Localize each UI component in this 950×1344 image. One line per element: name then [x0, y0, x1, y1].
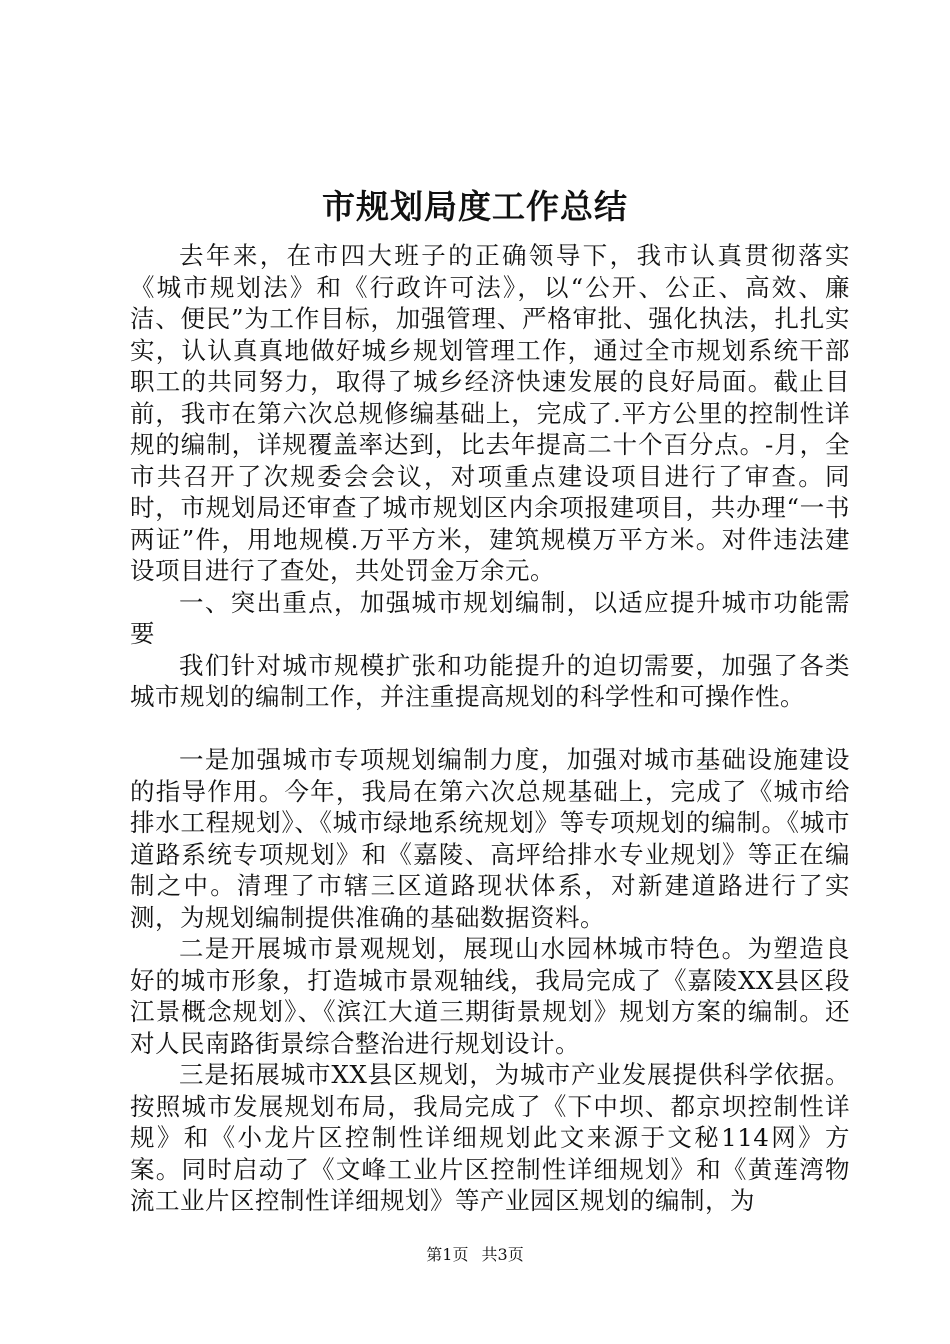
- paragraph-intro: 去年来，在市四大班子的正确领导下，我市认真贯彻落实《城市规划法》和《行政许可法》，以“公开、公正、高效、廉洁、便民”为工作目标，加强管理、严格审批、强化执法，扎扎实实，认认真真地做好城乡规划管理工作，通过全市规划系统干部职工的共同努力，取得了城乡经济快速发展的良好局面。截止目前，我市在第六次总规修编基础上，完成了.平方公里的控制性详规的编制，详规覆盖率达到，比去年提高二十个百分点。-月，全市共召开了次规委会会议，对项重点建设项目进行了审查。同时，市规划局还审查了城市规划区内余项报建项目，共办理“一书两证”件，用地规模.万平方米，建筑规模万平方米。对件违法建设项目进行了查处，共处罚金万余元。: [130, 241, 850, 585]
- paragraph-item-one: 一是加强城市专项规划编制力度，加强对城市基础设施建设的指导作用。今年，我局在第六次总规基础上，完成了《城市给排水工程规划》、《城市绿地系统规划》等专项规划的编制。《城市道路系统专项规划》和《嘉陵、高坪给排水专业规划》等正在编制之中。清理了市辖三区道路现状体系，对新建道路进行了实测，为规划编制提供准确的基础数据资料。: [130, 745, 850, 932]
- paragraph-section-intro: 我们针对城市规模扩张和功能提升的迫切需要，加强了各类城市规划的编制工作，并注重提高规划的科学性和可操作性。: [130, 650, 850, 711]
- paragraph-item-three: 三是拓展城市XX县区规划，为城市产业发展提供科学依据。按照城市发展规划布局，我局完成了《下中坝、都京坝控制性详规》和《小龙片区控制性详细规划此文来源于文秘114网》方案。同时启动了《文峰工业片区控制性详细规划》和《黄莲湾物流工业片区控制性详细规划》等产业园区规划的编制，为: [130, 1060, 850, 1215]
- paragraph-section-heading: 一、突出重点，加强城市规划编制，以适应提升城市功能需要: [130, 587, 850, 648]
- page-number: 第1页: [426, 1245, 469, 1264]
- document-title: 市规划局度工作总结: [322, 187, 628, 226]
- document-body: [130, 240, 850, 1217]
- page-total: 共3页: [481, 1245, 524, 1264]
- paragraph-item-two: 二是开展城市景观规划，展现山水园林城市特色。为塑造良好的城市形象，打造城市景观轴线，我局完成了《嘉陵XX县区段江景概念规划》、《滨江大道三期街景规划》规划方案的编制。还对人民南路街景综合整治进行规划设计。: [130, 934, 850, 1058]
- page-footer: [0, 1243, 950, 1267]
